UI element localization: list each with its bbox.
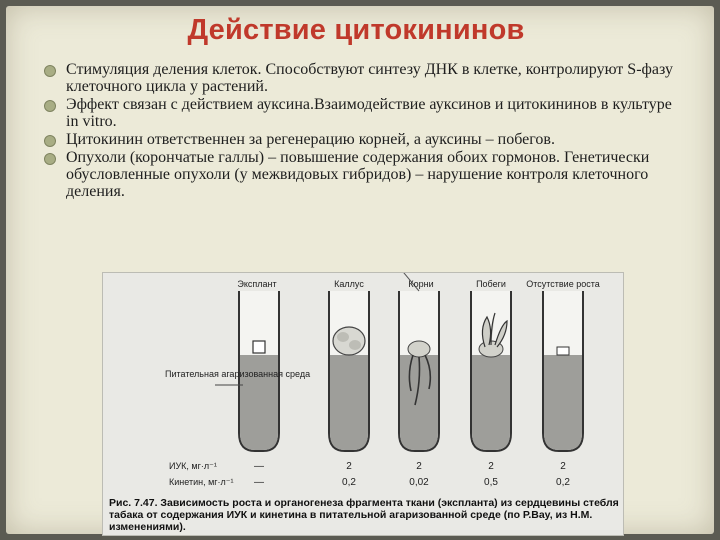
bullet-item bbox=[44, 61, 674, 95]
test-tubes-illustration bbox=[103, 273, 623, 535]
test-tube-3 bbox=[399, 273, 439, 451]
iaa-value: — bbox=[254, 461, 264, 472]
bullet-icon bbox=[44, 100, 56, 112]
iaa-row-label: ИУК, мг·л⁻¹ bbox=[169, 461, 217, 471]
iaa-value: 2 bbox=[416, 461, 422, 472]
tube-label-no-growth: Отсутствие роста bbox=[526, 279, 600, 289]
slide-title: Действие цитокининов bbox=[187, 14, 525, 46]
bullet-icon bbox=[44, 153, 56, 165]
kinetin-value: — bbox=[254, 477, 264, 488]
kinetin-value: 0,02 bbox=[409, 477, 429, 488]
kinetin-value: 0,2 bbox=[556, 477, 570, 488]
tube-label-roots: Корни bbox=[408, 279, 434, 289]
iaa-value: 2 bbox=[346, 461, 352, 472]
kinetin-value: 0,5 bbox=[484, 477, 498, 488]
bullet-text: Стимуляция деления клеток. Способствуют синтезу ДНК в клетке, контролируют S-фазу клеточного цикла у растений. bbox=[66, 61, 673, 95]
test-tube-2 bbox=[329, 291, 369, 451]
kinetin-value: 0,2 bbox=[342, 477, 356, 488]
iaa-value: 2 bbox=[560, 461, 566, 472]
callus-shape bbox=[333, 327, 365, 355]
bullet-item bbox=[44, 131, 674, 148]
figure-tubes bbox=[102, 272, 624, 536]
figure-caption: Рис. 7.47. Зависимость роста и органогенеза фрагмента ткани (экспланта) из сердцевины стебля табака от содержания ИУК и кинетина в питательной агаризованной среде (по Р.Ваy, из Н.М. изменениями). bbox=[109, 497, 619, 533]
bullet-icon bbox=[44, 135, 56, 147]
bullet-icon bbox=[44, 65, 56, 77]
kinetin-row-label: Кинетин, мг·л⁻¹ bbox=[169, 477, 234, 487]
bullet-text: Опухоли (корончатые галлы) – повышение содержания обоих гормонов. Генетически обусловленные опухоли (у межвидовых гибридов) – нарушение контроля клеточного деления. bbox=[66, 149, 650, 200]
bullet-list bbox=[44, 61, 674, 201]
tube-label-shoots: Побеги bbox=[476, 279, 506, 289]
tube-label-explant: Эксплант bbox=[237, 279, 277, 289]
test-tube-4 bbox=[471, 291, 511, 451]
explant-shape bbox=[253, 341, 265, 353]
slide bbox=[6, 6, 714, 534]
bullet-text: Цитокинин ответственнен за регенерацию корней, а ауксины – побегов. bbox=[66, 131, 555, 148]
test-tube-5 bbox=[543, 291, 583, 451]
bullet-text: Эффект связан с действием ауксина.Взаимодействие ауксинов и цитокининов в культуре in vitro. bbox=[66, 96, 672, 130]
medium-label: Питательная агаризованная среда bbox=[165, 369, 311, 379]
iaa-value: 2 bbox=[488, 461, 494, 472]
tube-label-callus: Каллус bbox=[334, 279, 364, 289]
bullet-item bbox=[44, 96, 674, 130]
bullet-item bbox=[44, 149, 674, 200]
